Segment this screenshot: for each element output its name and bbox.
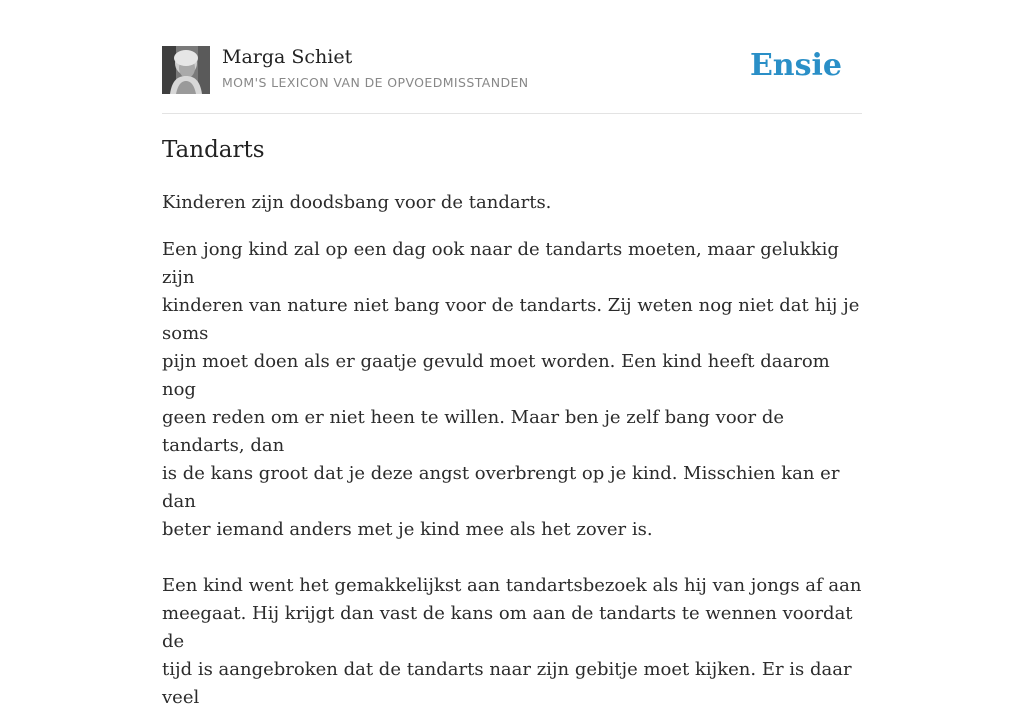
publication-name[interactable]: MOM'S LEXICON VAN DE OPVOEDMISSTANDEN [222, 75, 529, 90]
author-name[interactable]: Marga Schiet [222, 46, 353, 68]
article-paragraph: Een kind went het gemakkelijkst aan tandartsbezoek als hij van jongs af aan meegaat. Hij krijgt dan vast de kans om aan de tandarts te wennen voordat de tijd is aangebroken dat de tandarts naar zijn gebitje moet kijken. Er is daar veel [162, 575, 862, 708]
article-intro: Kinderen zijn doodsbang voor de tandarts. [162, 192, 552, 213]
article-body [162, 189, 862, 712]
article-header [162, 46, 862, 96]
author-avatar[interactable] [162, 46, 210, 94]
article-title: Tandarts [162, 137, 265, 163]
header-divider [162, 113, 862, 114]
article-paragraph: Een jong kind zal op een dag ook naar de tandarts moeten, maar gelukkig zijn kinderen van nature niet bang voor de tandarts. Zij weten nog niet dat hij je soms pijn moet doen als er gaatje gevuld moet worden. Een kind heeft daarom nog geen reden om er niet heen te willen. Maar ben je zelf bang voor de tandarts, dan is de kans groot dat je deze angst overbrengt op je kind. Misschien kan er dan beter iemand anders met je kind mee als het zover is. [162, 239, 860, 540]
brand-logo[interactable]: Ensie [749, 48, 842, 83]
avatar-image [162, 46, 210, 94]
